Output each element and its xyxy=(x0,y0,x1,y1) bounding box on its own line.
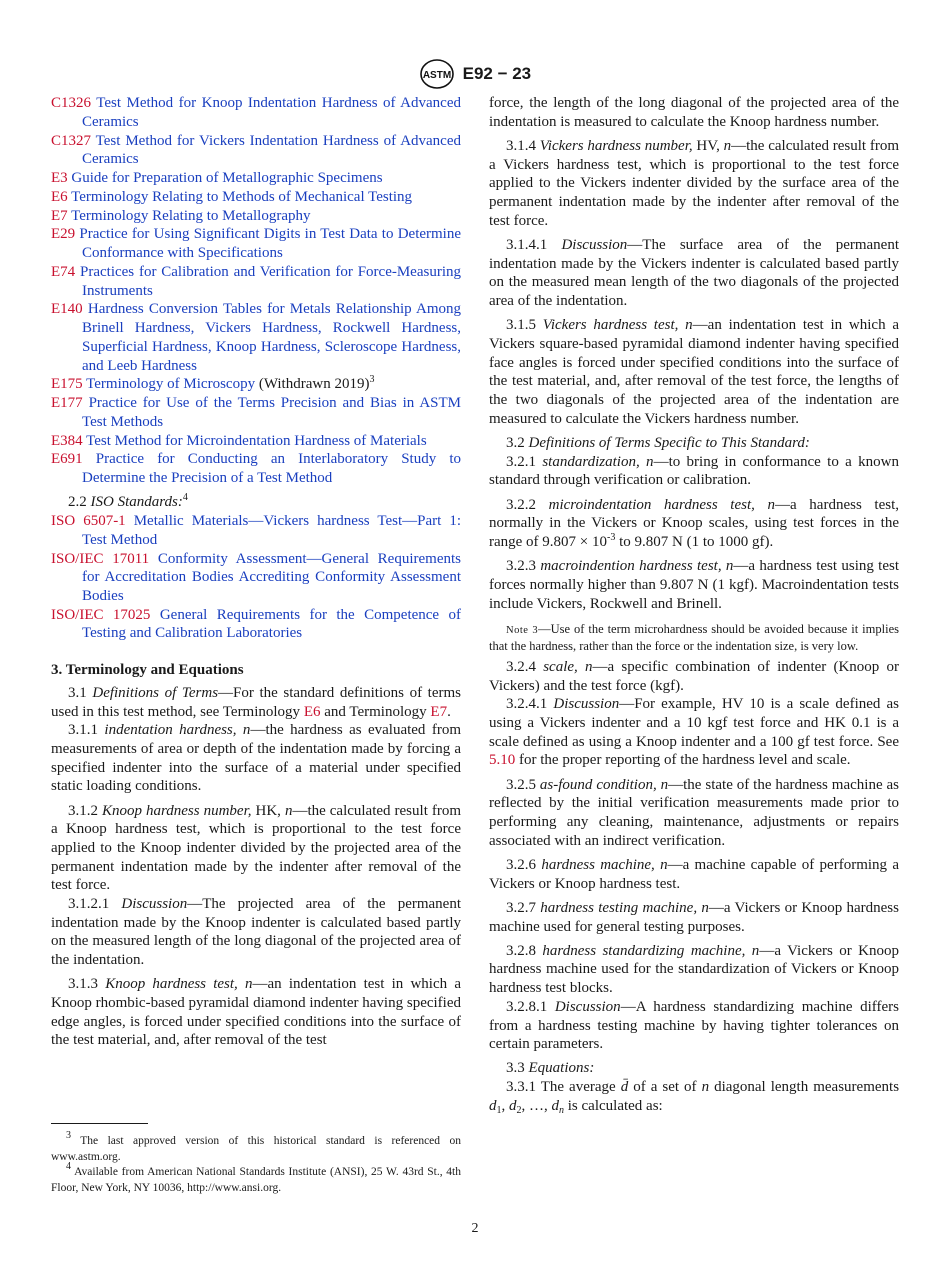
paragraph-3-2-7: 3.2.7 hardness testing machine, n—a Vickers or Knoop hardness machine used for general testing purposes. xyxy=(489,899,899,935)
page-number: 2 xyxy=(471,1221,479,1236)
paragraph-3-2-4: 3.2.4 scale, n—a specific combination of indenter (Knoop or Vickers) and the test force (kgf). xyxy=(489,658,900,694)
reference-title-link[interactable]: Metallic Materials—Vickers hardness Test—Part 1: Test Method xyxy=(82,513,461,548)
reference-item xyxy=(51,188,461,207)
paragraph-3-2-3: 3.2.3 macroindention hardness test, n—a hardness test using test forces normally higher than 9.807 N (1 kgf). Macroindentation tests include Vickers, Rockwell and Brinell. xyxy=(489,558,900,612)
reference-code-link[interactable]: E6 xyxy=(51,188,68,205)
reference-code-link[interactable]: E7 xyxy=(51,207,68,224)
reference-item xyxy=(51,207,461,226)
paragraph-3-2-5: 3.2.5 as-found condition, n—the state of the hardness machine as reflected by the initial verification measurements made prior to performing any cleaning, maintenance, adjustments or repairs associated with an indirect verification. xyxy=(489,776,899,849)
reference-title-link[interactable]: Practice for Using Significant Digits in Test Data to Determine Conformance with Specifications xyxy=(79,226,462,262)
paragraph-3-1-2-1: 3.1.2.1 Discussion—The projected area of the permanent indentation made by the Knoop indenter is calculated based partly on the measured length of the long diagonal of the projected area of the indentation. xyxy=(51,896,462,969)
link-e7[interactable]: E7 xyxy=(430,703,448,720)
footnote-marker: 3 xyxy=(369,374,375,386)
reference-title-link[interactable]: Test Method for Microindentation Hardness of Materials xyxy=(86,432,427,449)
reference-title-link[interactable]: Practice for Conducting an Interlaboratory Study to Determine the Precision of a Test Method xyxy=(82,451,461,487)
reference-title-link[interactable]: Practice for Use of the Terms Precision and Bias in ASTM Test Methods xyxy=(82,395,462,430)
reference-code-link[interactable]: E140 xyxy=(51,301,83,318)
reference-item xyxy=(51,300,461,375)
footnote-item: $^4$ Available from American National Standards Institute (ANSI), 25 W. 43rd St., 4th Floor, New York, NY 10036, http://www.ansi.org. xyxy=(51,1161,461,1195)
reference-title-link[interactable]: General Requirements for the Competence of Testing and Calibration Laboratories xyxy=(82,606,462,642)
reference-code-link[interactable]: E175 xyxy=(51,376,83,393)
iso-reference-list xyxy=(51,512,461,643)
standard-designation: E92 − 23 xyxy=(462,63,532,83)
page-header xyxy=(0,58,950,90)
reference-code-link[interactable]: ISO/IEC 17011 xyxy=(51,550,150,567)
paragraph-3-2-8-1: 3.2.8.1 Discussion—A hardness standardizing machine differs from a hardness testing machine by having tighter tolerances on certain parameters. xyxy=(489,998,900,1053)
paragraph-3-1: 3.1 Definitions of Terms—For the standard definitions of terms used in this test method, see Terminology E6 and Terminology E7. xyxy=(51,684,461,720)
reference-code-link[interactable]: ISO/IEC 17025 xyxy=(51,606,151,623)
reference-item xyxy=(51,550,461,606)
paragraph-3-1-4: 3.1.4 Vickers hardness number, HV, n—the calculated result from a Vickers hardness test, which is proportional to the test force applied to the Vickers indenter divided by the surface area of the permanent indentation made by the indenter after removal of the test force. xyxy=(489,137,899,229)
reference-title-link[interactable]: Terminology Relating to Methods of Mechanical Testing xyxy=(71,188,413,205)
reference-title-link[interactable]: Test Method for Knoop Indentation Hardness of Advanced Ceramics xyxy=(82,95,461,130)
reference-code-link[interactable]: E177 xyxy=(51,395,83,412)
reference-item xyxy=(51,375,461,394)
paragraph-3-2: 3.2 Definitions of Terms Specific to This Standard: xyxy=(506,434,810,451)
right-column xyxy=(489,94,899,1116)
reference-item xyxy=(51,263,461,300)
paragraph-3-1-3: 3.1.3 Knoop hardness test, n—an indentation test in which a Knoop rhombic-based pyramidal diamond indenter having specified edge angles, is forced under specified conditions into the surface of the test material, and, after removal of the test xyxy=(51,976,461,1049)
paragraph-3-2-1: 3.2.1 standardization, n—to bring in conformance to a known standard through verification or calibration. xyxy=(489,453,899,489)
reference-code-link[interactable]: E384 xyxy=(51,432,83,449)
svg-text:ASTM: ASTM xyxy=(422,70,452,81)
reference-code-link[interactable]: E74 xyxy=(51,263,76,280)
link-5-10[interactable]: 5.10 xyxy=(489,752,516,769)
reference-title-link[interactable]: Test Method for Vickers Indentation Hardness of Advanced Ceramics xyxy=(82,132,461,168)
footnotes xyxy=(51,1130,462,1197)
reference-title-link[interactable]: Terminology of Microscopy xyxy=(86,376,256,393)
reference-item xyxy=(51,512,461,549)
reference-title-link[interactable]: Practices for Calibration and Verification for Force-Measuring Instruments xyxy=(80,263,461,299)
reference-title-link[interactable]: Hardness Conversion Tables for Metals Relationship Among Brinell Hardness, Vickers Hardness, Rockwell Hardness, Superficial Hardness, Knoop Hardness, Scleroscope Hardness, and Leeb Hardness xyxy=(82,301,462,374)
left-column xyxy=(51,94,461,1050)
reference-code-link[interactable]: E3 xyxy=(51,170,68,186)
astm-logo-icon xyxy=(419,58,455,90)
reference-item xyxy=(51,432,461,451)
paragraph-3-2-8: 3.2.8 hardness standardizing machine, n—a Vickers or Knoop hardness machine used for the standardization of Vickers or Knoop hardness test blocks. xyxy=(489,942,900,997)
reference-title-link[interactable]: Conformity Assessment—General Requirements for Accreditation Bodies Accrediting Conformity Assessment Bodies xyxy=(82,550,461,604)
reference-item xyxy=(51,132,461,169)
paragraph-3-2-2: 3.2.2 microindentation hardness test, n—a hardness test, normally in the Vickers or Knoop scales, using test forces in the range of $9.807 \times 10^{-3}$ to 9.807 N (1 to 1000 gf). xyxy=(489,496,899,550)
paragraph-3-1-5: 3.1.5 Vickers hardness test, n—an indentation test in which a Vickers square-based pyramidal diamond indenter having specified face angles is forced under specified conditions into the surface of the test material, and, after removal of the test force, the lengths of the two diagonals of the projected area of the indentation are measured to calculate the Vickers hardness number. xyxy=(489,317,899,427)
reference-item xyxy=(51,169,461,188)
iso-heading: 2.2 ISO Standards:$^4$ xyxy=(68,492,188,511)
reference-code-link[interactable]: ISO 6507-1 xyxy=(51,513,126,529)
paragraph-3-1-4-1: 3.1.4.1 Discussion—The surface area of the permanent indentation made by the Vickers indenter is calculated based partly on the measured mean length of the two diagonals of the projected area of the indentation. xyxy=(489,236,899,310)
reference-code-link[interactable]: E691 xyxy=(51,451,83,468)
reference-title-link[interactable]: Terminology Relating to Metallography xyxy=(71,207,311,224)
reference-list xyxy=(51,94,461,488)
footnote-item: $^3$ The last approved version of this historical standard is referenced on www.astm.org. xyxy=(51,1130,462,1163)
paragraph-3-3-1: 3.3.1 The average d̄ of a set of n diagonal length measurements $d_1$, $d_2$, …, $d_n$ is calculated as: xyxy=(489,1079,900,1116)
paragraph-3-1-2: 3.1.2 Knoop hardness number, HK, n—the calculated result from a Knoop hardness test, which is proportional to the test force applied to the Knoop indenter divided by the projected area of the permanent indentation made by the indenter after removal of the test force. xyxy=(51,802,462,894)
reference-code-link[interactable]: E29 xyxy=(51,226,76,243)
section-heading: 3. Terminology and Equations xyxy=(51,662,244,679)
reference-code-link[interactable]: C1326 xyxy=(51,95,92,111)
paragraph-3-2-6: 3.2.6 hardness machine, n—a machine capable of performing a Vickers or Knoop hardness test. xyxy=(489,856,899,892)
reference-item xyxy=(51,450,461,487)
reference-item xyxy=(51,606,461,643)
reference-code-link[interactable]: C1327 xyxy=(51,132,92,149)
paragraph-3-3: 3.3 Equations: xyxy=(506,1060,595,1077)
link-e6[interactable]: E6 xyxy=(303,703,321,720)
reference-title-link[interactable]: Guide for Preparation of Metallographic Specimens xyxy=(71,170,383,186)
withdrawn-note: (Withdrawn 2019) xyxy=(258,376,370,393)
footnote-marker: 4 xyxy=(182,492,188,504)
footnote-divider xyxy=(51,1123,148,1124)
reference-item xyxy=(51,394,461,431)
reference-item xyxy=(51,94,461,131)
note-3: Note 3—Use of the term microhardness should be avoided because it implies that the hardness, rather than the force or the indentation size, is very low. xyxy=(489,622,899,653)
paragraph-3-2-4-1: 3.2.4.1 Discussion—For example, HV 10 is a scale defined as using a Vickers indenter and a 10 kgf test force and HK 0.1 is a scale defined as using a Knoop indenter and a 100 gf test force. See 5.10 for the proper reporting of the hardness level and scale. xyxy=(489,696,900,769)
paragraph-3-1-3-cont: force, the length of the long diagonal of the projected area of the indentation is measured to calculate the Knoop hardness number. xyxy=(489,95,899,130)
reference-item xyxy=(51,225,461,262)
paragraph-3-1-1: 3.1.1 indentation hardness, n—the hardness as evaluated from measurements of area or depth of the indentation made by forcing a specified indenter into the surface of a material under specified static loading conditions. xyxy=(51,722,462,795)
